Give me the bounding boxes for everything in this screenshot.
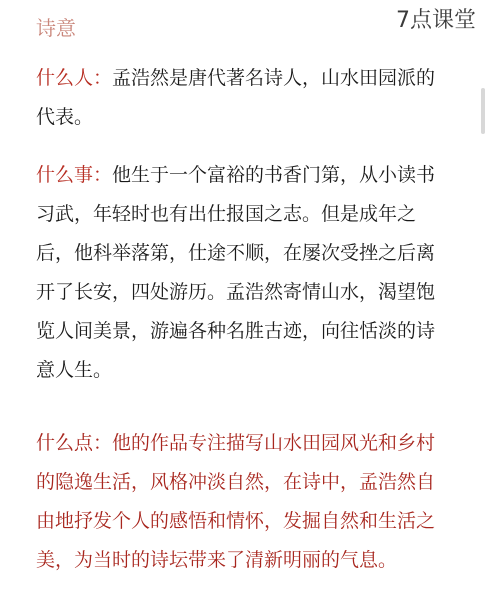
- paragraph-what: [36, 156, 466, 390]
- paragraph-label: 什么事：: [36, 164, 113, 186]
- line-text: 的隐逸生活，风格冲淡自然，在诗中，孟浩然自: [36, 471, 436, 493]
- section-title: 诗意: [36, 16, 76, 40]
- line-text: 开了长安，四处游历。孟浩然寄情山水，渴望饱: [36, 281, 436, 303]
- line-text: 代表。: [36, 106, 94, 128]
- line-text: 后，他科举落第，仕途不顺，在屡次受挫之后离: [36, 242, 436, 264]
- line-text: 意人生。: [36, 359, 113, 381]
- line-text: 由地抒发个人的感悟和情怀，发掘自然和生活之: [36, 510, 436, 532]
- line-text: 他生于一个富裕的书香门第，从小读书: [112, 164, 436, 186]
- line-text: 览人间美景，游遍各种名胜古迹，向往恬淡的诗: [36, 320, 436, 342]
- scrollbar[interactable]: [481, 88, 485, 134]
- paragraph-label: 什么人：: [36, 67, 113, 89]
- paragraph-line: [36, 424, 466, 463]
- line-text: 孟浩然是唐代著名诗人，山水田园派的: [112, 67, 436, 89]
- line-text: 美，为当时的诗坛带来了清新明丽的气息。: [36, 549, 398, 571]
- paragraph-who: [36, 59, 466, 137]
- line-text: 他的作品专注描写山水田园风光和乡村: [112, 432, 436, 454]
- paragraph-line: [36, 156, 466, 195]
- line-text: 习武，年轻时也有出仕报国之志。但是成年之: [36, 203, 417, 225]
- paragraph-highlight: [36, 424, 466, 580]
- watermark: 7点课堂: [396, 8, 476, 33]
- paragraph-label: 什么点：: [36, 432, 113, 454]
- paragraph-line: [36, 59, 466, 98]
